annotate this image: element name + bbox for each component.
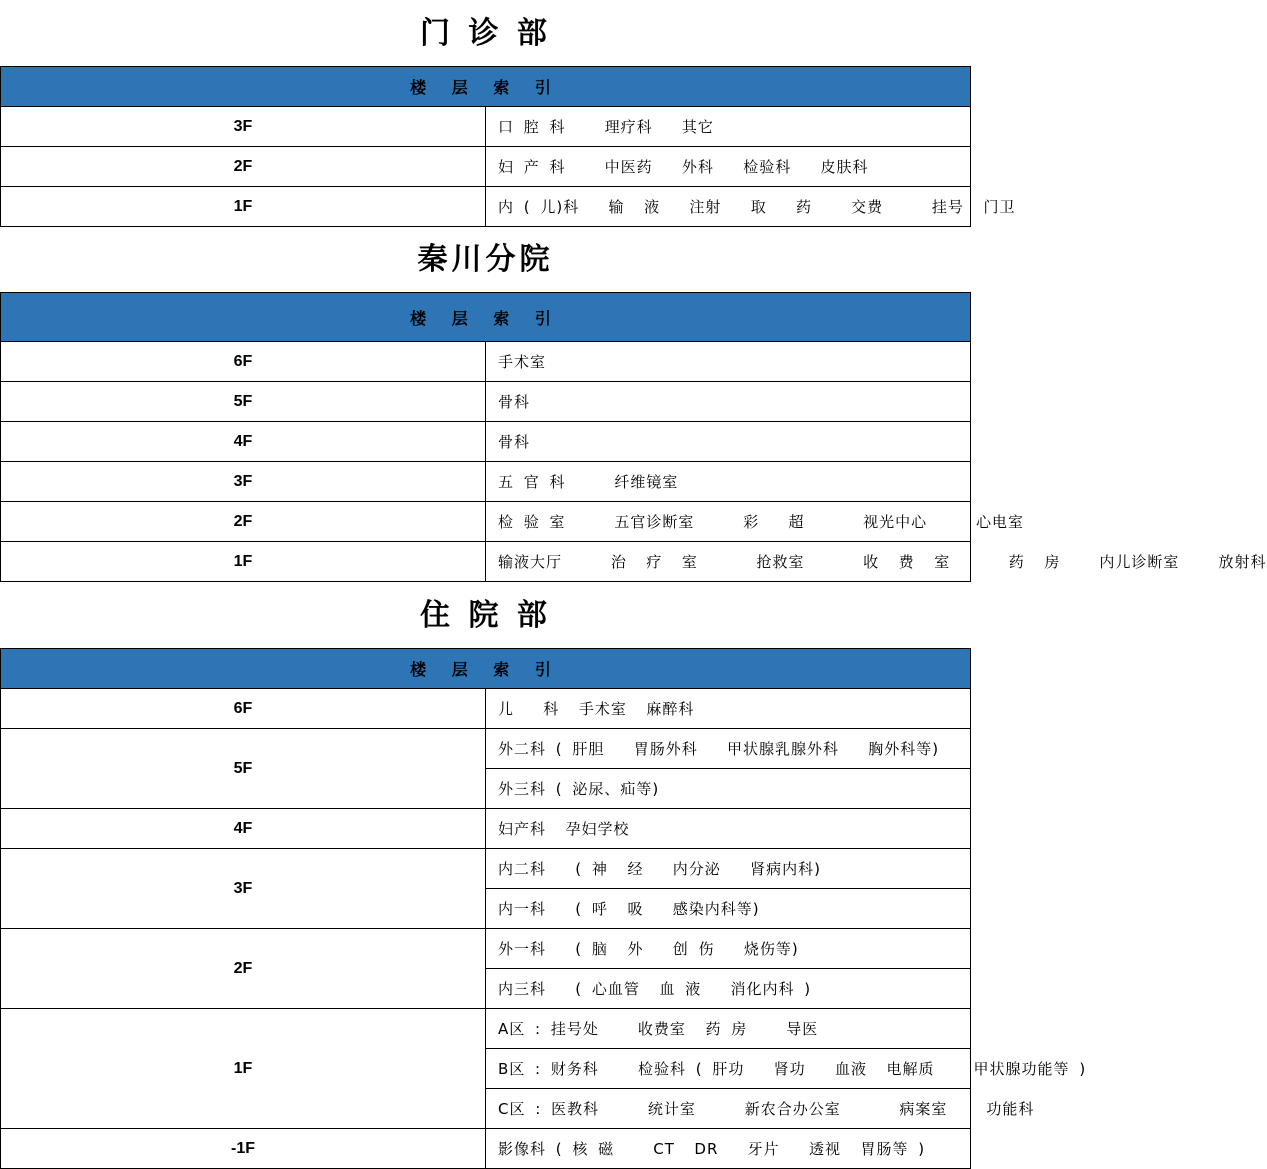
floor-label: 2F <box>1 502 486 542</box>
inpatient-floor-table <box>0 648 1087 1169</box>
table-row <box>1 929 971 969</box>
floor-index-header: 楼 层 索 引 <box>1 293 971 342</box>
table-row <box>1 147 971 187</box>
floor-label: 1F <box>1 187 486 227</box>
department-list: 内二科 ( 神 经 内分泌 肾病内科) <box>486 849 971 889</box>
table-row <box>1 689 971 729</box>
floor-label: 3F <box>1 107 486 147</box>
floor-label: -1F <box>1 1129 486 1169</box>
department-list: 影像科 ( 核 磁 CT DR 牙片 透视 胃肠等 ) <box>486 1129 971 1169</box>
department-list: 检 验 室 五官诊断室 彩 超 视光中心 心电室 <box>486 502 971 542</box>
floor-label: 2F <box>1 147 486 187</box>
department-list: 内 ( 儿)科 输 液 注射 取 药 交费 挂号 门卫 <box>486 187 971 227</box>
floor-label: 5F <box>1 382 486 422</box>
department-list: 外一科 ( 脑 外 创 伤 烧伤等) <box>486 929 971 969</box>
department-list: 口 腔 科 理疗科 其它 <box>486 107 971 147</box>
floor-label: 1F <box>1 1009 486 1129</box>
department-list: 妇 产 科 中医药 外科 检验科 皮肤科 <box>486 147 971 187</box>
department-list: 外三科 ( 泌尿、疝等) <box>486 769 971 809</box>
floor-label: 5F <box>1 729 486 809</box>
department-list: 手术室 <box>486 342 971 382</box>
department-list: 输液大厅 治 疗 室 抢救室 收 费 室 药 房 内儿诊断室 放射科 <box>486 542 971 582</box>
floor-label: 6F <box>1 342 486 382</box>
table-row <box>1 1009 971 1049</box>
table-row <box>1 849 971 889</box>
table-row <box>1 187 971 227</box>
floor-label: 4F <box>1 809 486 849</box>
table-row <box>1 107 971 147</box>
floor-label: 3F <box>1 849 486 929</box>
floor-index-header: 楼 层 索 引 <box>1 649 971 689</box>
floor-label: 4F <box>1 422 486 462</box>
department-list: A区 : 挂号处 收费室 药 房 导医 <box>486 1009 971 1049</box>
table-row <box>1 502 971 542</box>
table-row <box>1 462 971 502</box>
section-title-qinchuan-branch: 秦川分院 <box>417 242 554 277</box>
branch-floor-table <box>0 292 1267 582</box>
floor-label: 2F <box>1 929 486 1009</box>
department-list: 儿 科 手术室 麻醉科 <box>486 689 971 729</box>
department-list: B区 : 财务科 检验科 ( 肝功 肾功 血液 电解质 甲状腺功能等 ) <box>486 1049 971 1089</box>
table-row <box>1 729 971 769</box>
department-list: C区 : 医教科 统计室 新农合办公室 病案室 功能科 <box>486 1089 971 1129</box>
floor-index-header: 楼 层 索 引 <box>1 67 971 107</box>
floor-label: 6F <box>1 689 486 729</box>
department-list: 外二科 ( 肝胆 胃肠外科 甲状腺乳腺外科 胸外科等) <box>486 729 971 769</box>
floor-label: 3F <box>1 462 486 502</box>
floor-label: 1F <box>1 542 486 582</box>
department-list: 内三科 ( 心血管 血 液 消化内科 ) <box>486 969 971 1009</box>
department-list: 妇产科 孕妇学校 <box>486 809 971 849</box>
section-title-outpatient: 门 诊 部 <box>420 16 551 51</box>
department-list: 骨科 <box>486 422 971 462</box>
table-row <box>1 809 971 849</box>
department-list: 骨科 <box>486 382 971 422</box>
department-list: 内一科 ( 呼 吸 感染内科等) <box>486 889 971 929</box>
table-row <box>1 422 971 462</box>
table-row <box>1 382 971 422</box>
section-title-inpatient: 住 院 部 <box>420 598 551 633</box>
table-row <box>1 542 971 582</box>
outpatient-floor-table <box>0 66 1016 227</box>
department-list: 五 官 科 纤维镜室 <box>486 462 971 502</box>
table-row <box>1 342 971 382</box>
table-row <box>1 1129 971 1169</box>
